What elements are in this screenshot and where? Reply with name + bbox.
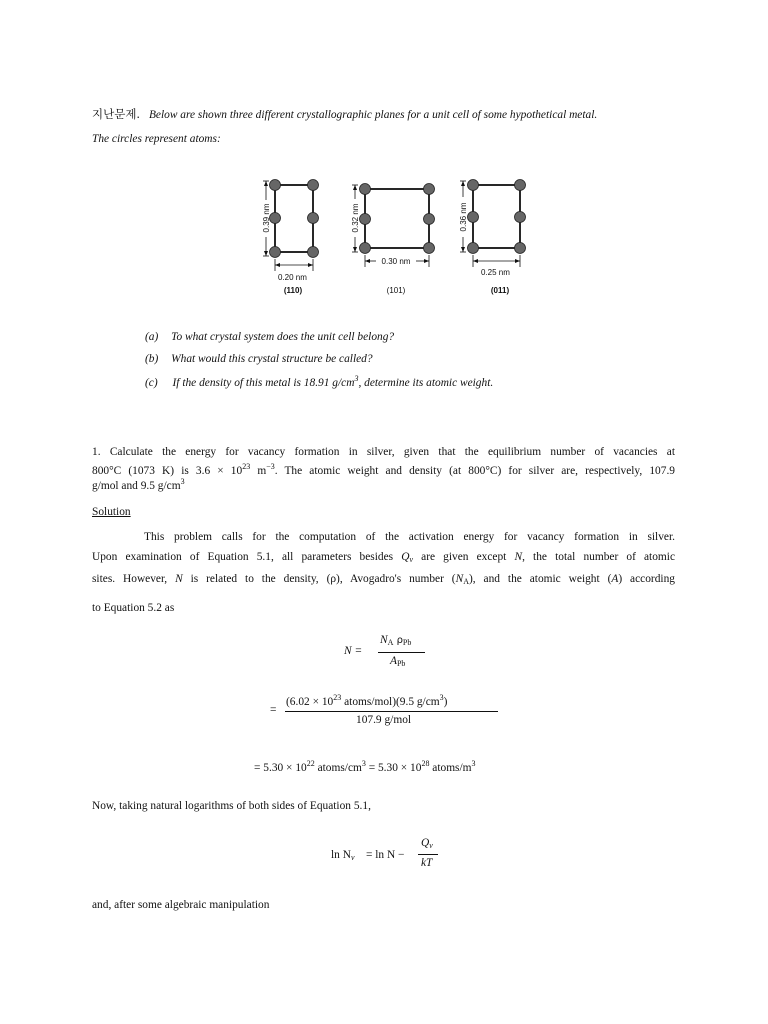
atom bbox=[515, 212, 526, 223]
eq1-numerator: $N_A$ $\rho_{Pb}$ bbox=[380, 634, 412, 647]
atom bbox=[270, 180, 281, 191]
atom bbox=[308, 180, 319, 191]
eq1-denominator: $A_{Pb}$ bbox=[390, 655, 406, 668]
solution-heading: Solution bbox=[92, 506, 131, 518]
eq2-numerator: ($6.02 \times 10^{23}$ atoms/mol)(9.5 $g/cm^3$) bbox=[286, 693, 448, 708]
eq4-fraction-bar bbox=[418, 854, 438, 855]
plane-3-index: (011) bbox=[490, 286, 510, 295]
solution-p1-line-2: Upon examination of Equation 5.1, all parameters besides $Q_v$ are given except N, the total number of atomic bbox=[92, 551, 676, 564]
question-marker: (b) bbox=[145, 353, 159, 365]
atom bbox=[468, 243, 479, 254]
atom bbox=[515, 180, 526, 191]
solution-p1-line-1: This problem calls for the computation of the activation energy for vacancy formation in silver. bbox=[144, 531, 675, 543]
question-text: If the density of this metal is 18.91 $g/cm^3$, determine its atomic weight. bbox=[172, 374, 494, 389]
atom bbox=[424, 214, 435, 225]
plane-3-width-label: 0.25 nm bbox=[481, 268, 510, 277]
plane-1-index: (110) bbox=[283, 286, 303, 295]
eq2-fraction-bar bbox=[285, 711, 498, 712]
plane-1-height-label: 0.39 nm bbox=[262, 203, 271, 233]
question-marker: (c) bbox=[145, 377, 158, 389]
atom bbox=[468, 180, 479, 191]
intro-line-1 bbox=[92, 109, 597, 121]
intro-line-2: The circles represent atoms: bbox=[92, 133, 221, 145]
eq4-middle: = ln N − bbox=[366, 849, 405, 861]
question-a bbox=[145, 332, 394, 343]
atom bbox=[308, 213, 319, 224]
plane-2-height-label: 0.32 nm bbox=[351, 203, 360, 233]
question-b bbox=[145, 354, 373, 365]
q1-line-3: g/mol and 9.5 $g/cm^3$ bbox=[92, 477, 185, 492]
q1-line-1: 1. Calculate the energy for vacancy formation in silver, given that the equilibrium number of vacancies at bbox=[92, 446, 675, 458]
eq1-fraction-bar bbox=[378, 652, 425, 653]
solution-p2: Now, taking natural logarithms of both sides of Equation 5.1, bbox=[92, 800, 371, 812]
question-c bbox=[145, 375, 493, 389]
eq2-denominator: 107.9 g/mol bbox=[356, 714, 412, 726]
plane-3-height-label: 0.36 nm bbox=[459, 202, 468, 232]
solution-p1-line-4: to Equation 5.2 as bbox=[92, 602, 175, 614]
crystal-planes-figure bbox=[244, 175, 544, 300]
intro-text-1: Below are shown three different crystallographic planes for a unit cell of some hypothetical metal. bbox=[148, 109, 598, 121]
atom bbox=[270, 247, 281, 258]
plane-2-index: (101) bbox=[386, 286, 406, 295]
q1-line-2: 800°C (1073 K) is $3.6 \times 10^{23}$ $m^{-3}$. The atomic weight and density (at 800°C) for silver are, respectively, 107.9 bbox=[92, 462, 675, 477]
solution-p3: and, after some algebraic manipulation bbox=[92, 899, 270, 911]
plane-1-width-label: 0.20 nm bbox=[278, 273, 307, 282]
atom bbox=[270, 213, 281, 224]
atom bbox=[308, 247, 319, 258]
atom bbox=[424, 243, 435, 254]
korean-tag: 지난문제. bbox=[92, 107, 141, 121]
atom bbox=[468, 212, 479, 223]
question-marker: (a) bbox=[145, 331, 159, 343]
eq1-lhs: N = bbox=[344, 645, 363, 657]
atom bbox=[360, 214, 371, 225]
atom bbox=[360, 243, 371, 254]
atom bbox=[515, 243, 526, 254]
question-text: To what crystal system does the unit cell belong? bbox=[171, 331, 395, 343]
eq2-equals: = bbox=[270, 704, 277, 716]
question-text: What would this crystal structure be called? bbox=[171, 353, 373, 365]
solution-p1-line-3: sites. However, N is related to the density, (ρ), Avogadro's number $(N_A)$, and the atomic weight (A) according bbox=[92, 573, 675, 586]
plane-2-width-label: 0.30 nm bbox=[381, 257, 411, 266]
atom bbox=[360, 184, 371, 195]
eq4-lhs: $\ln N_v$ bbox=[331, 849, 355, 862]
eq4-numerator: $Q_v$ bbox=[421, 837, 433, 850]
atom bbox=[424, 184, 435, 195]
eq3-result: = $5.30 \times 10^{22}$ atoms/$cm^3 = 5.30 \times 10^{28}$ atoms/$m^3$ bbox=[254, 759, 476, 774]
eq4-denominator: kT bbox=[421, 857, 433, 869]
